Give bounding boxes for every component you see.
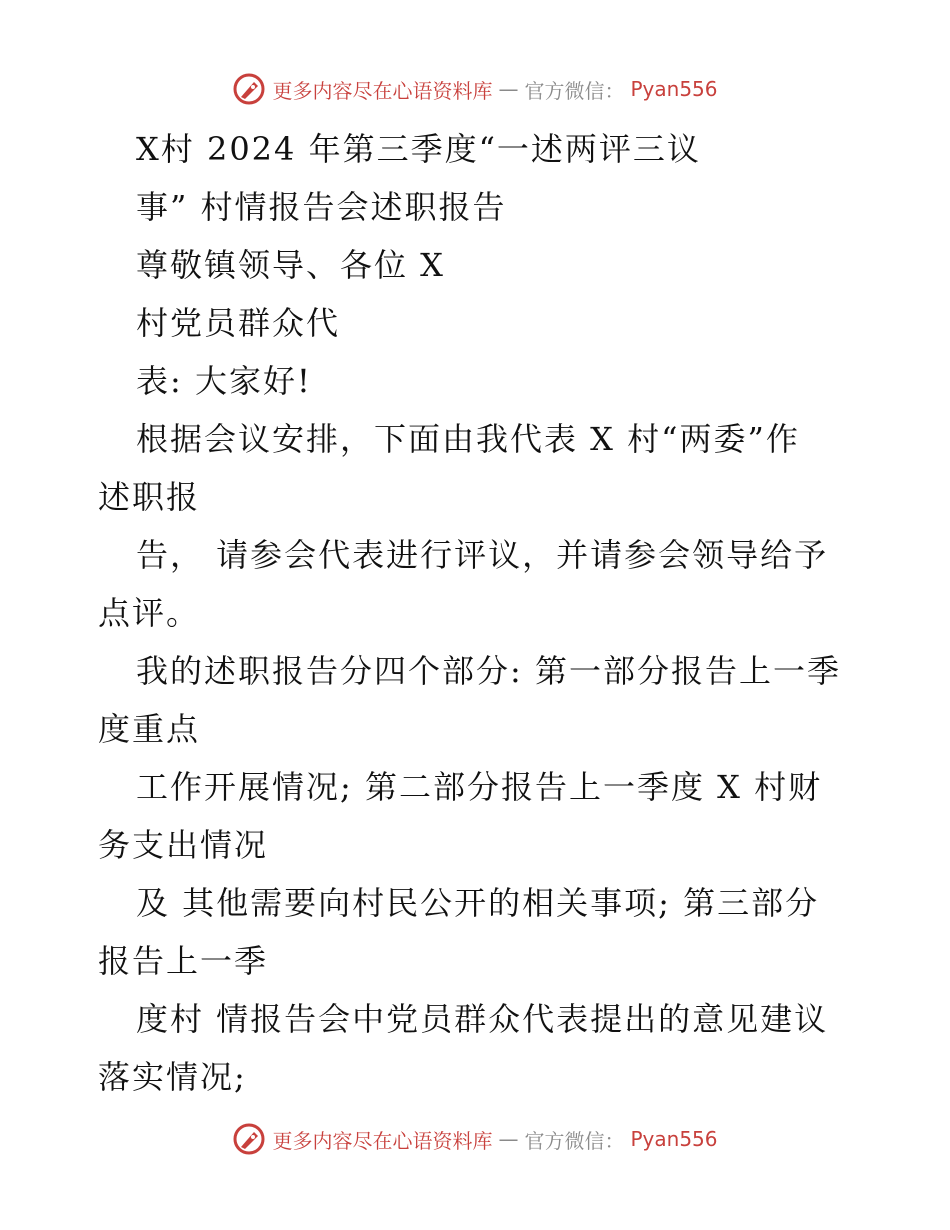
pen-nib-logo-icon	[232, 72, 266, 106]
doc-line: X村 2024 年第三季度“一述两评三议	[136, 130, 701, 168]
doc-line: 工作开展情况; 第二部分报告上一季度 X 村财	[136, 768, 823, 806]
doc-line: 报告上一季	[98, 942, 269, 980]
doc-line: 我的述职报告分四个部分: 第一部分报告上一季	[136, 652, 841, 690]
watermark-handle: Pyan556	[630, 1127, 718, 1151]
doc-line: 及 其他需要向村民公开的相关事项; 第三部分	[136, 884, 820, 922]
doc-line: 事” 村情报告会述职报告	[136, 188, 507, 226]
watermark-handle: Pyan556	[630, 77, 718, 101]
doc-line: 度重点	[98, 710, 201, 748]
watermark-main-text: 更多内容尽在心语资料库	[272, 78, 493, 103]
doc-line: 述职报	[98, 478, 201, 516]
document-body	[98, 120, 858, 1106]
watermark-official-label: 官方微信：	[524, 78, 625, 103]
doc-line: 表: 大家好!	[136, 362, 312, 400]
doc-line: 根据会议安排，下面由我代表 X 村“两委”作	[136, 420, 800, 458]
doc-line: 度村 情报告会中党员群众代表提出的意见建议	[136, 1000, 829, 1038]
doc-line: 尊敬镇领导、各位 X	[136, 246, 445, 284]
watermark-separator: —	[498, 1127, 519, 1151]
pen-nib-logo-icon	[232, 1122, 266, 1156]
footer-watermark	[0, 1122, 950, 1156]
doc-line: 告， 请参会代表进行评议，并请参会领导给予	[136, 536, 829, 574]
doc-line: 落实情况;	[98, 1058, 247, 1096]
doc-line: 村党员群众代	[136, 304, 341, 342]
watermark-separator: —	[498, 77, 519, 101]
watermark-main-text: 更多内容尽在心语资料库	[272, 1128, 493, 1153]
header-watermark	[0, 72, 950, 106]
doc-line: 务支出情况	[98, 826, 269, 864]
watermark-official-label: 官方微信：	[524, 1128, 625, 1153]
doc-line: 点评。	[98, 594, 201, 632]
